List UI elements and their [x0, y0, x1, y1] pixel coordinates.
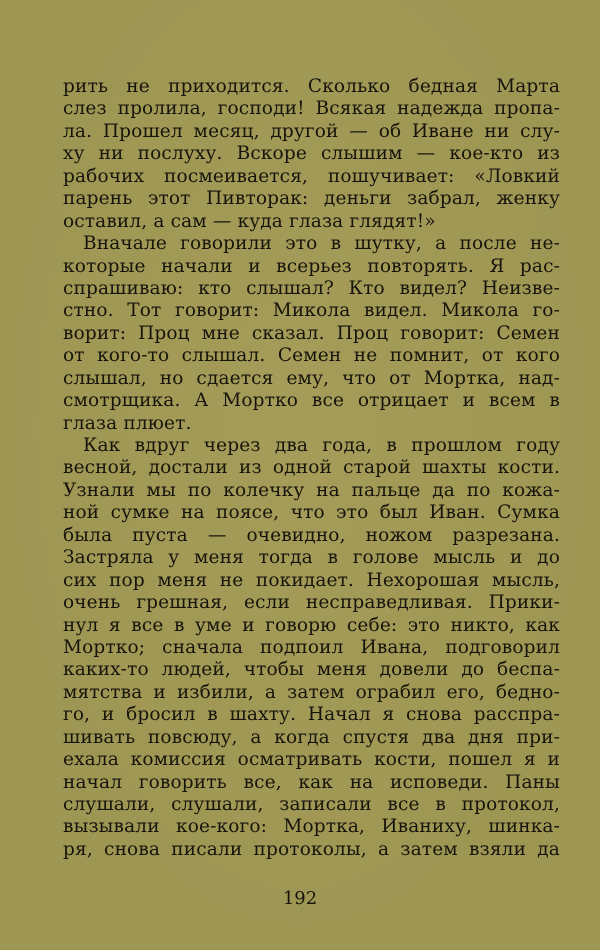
text-line: оставил, а сам — куда глаза глядят!»	[63, 210, 436, 232]
text-line: ря, снова писали протоколы, а затем взяли да	[63, 838, 560, 860]
text-line: сих пор меня не покидает. Нехорошая мысль,	[63, 569, 560, 591]
text-line: была пуста — очевидно, ножом разрезана.	[63, 524, 560, 546]
text-line: вызывали кое-кого: Мортка, Иваниху, шинка-	[63, 816, 560, 838]
text-line: шивать повсюду, а когда спустя два дня при-	[63, 726, 560, 748]
text-line: Как вдруг через два года, в прошлом году	[83, 435, 560, 456]
text-line: мятства и избили, а затем ограбил его, бедно-	[63, 681, 560, 703]
text-line: Узнали мы по колечку на пальце да по кожа-	[63, 479, 560, 501]
text-line: Мортко; сначала подпоил Ивана, подговорил	[63, 636, 560, 658]
text-line: Застряла у меня тогда в голове мысль и до	[63, 547, 560, 569]
text-line: парень этот Пивторак: деньги забрал, женку	[63, 188, 560, 210]
page-number: 192	[282, 888, 318, 909]
text-line: слушали, слушали, записали все в протокол,	[63, 794, 560, 815]
text-line: слез пролила, господи! Всякая надежда пропа-	[63, 98, 560, 120]
text-line: нул я все в уме и говорю себе: это никто, как	[63, 614, 560, 636]
text-line: ху ни послуху. Вскоре слышим — кое-кто из	[63, 143, 560, 165]
text-line: смотрщика. А Мортко все отрицает и всем в	[63, 390, 560, 412]
text-line: стно. Тот говорит: Микола видел. Микола го-	[63, 300, 560, 322]
text-line: рить не приходится. Сколько бедная Марта	[63, 76, 560, 97]
text-line: рабочих посмеивается, пошучивает: «Ловкий	[63, 165, 560, 187]
text-line: весной, достали из одной старой шахты кости.	[63, 457, 560, 479]
text-line: глаза плюет.	[63, 412, 192, 434]
text-line: спрашиваю: кто слышал? Кто видел? Неизве-	[63, 277, 560, 299]
text-line: ла. Прошел месяц, другой — об Иване ни слу-	[63, 120, 560, 142]
body-text	[63, 76, 560, 861]
text-line: которые начали и всерьез повторять. Я рас-	[63, 255, 560, 277]
text-line: ной сумке на поясе, что это был Иван. Сумка	[63, 502, 560, 524]
text-line: очень грешная, если несправедливая. Прики-	[63, 592, 560, 614]
text-line: слышал, но сдается ему, что от Мортка, над-	[63, 367, 560, 389]
text-line: Вначале говорили это в шутку, а после не-	[83, 233, 560, 255]
text-line: начал говорить все, как на исповеди. Паны	[63, 771, 560, 793]
text-line: го, и бросил в шахту. Начал я снова расспра-	[63, 704, 560, 726]
text-line: каких-то людей, чтобы меня довели до беспа-	[63, 659, 560, 681]
text-line: от кого-то слышал. Семен не помнит, от кого	[63, 345, 560, 367]
text-line: ворит: Проц мне сказал. Проц говорит: Семен	[63, 322, 560, 344]
text-line: ехала комиссия осматривать кости, пошел я и	[63, 749, 560, 771]
